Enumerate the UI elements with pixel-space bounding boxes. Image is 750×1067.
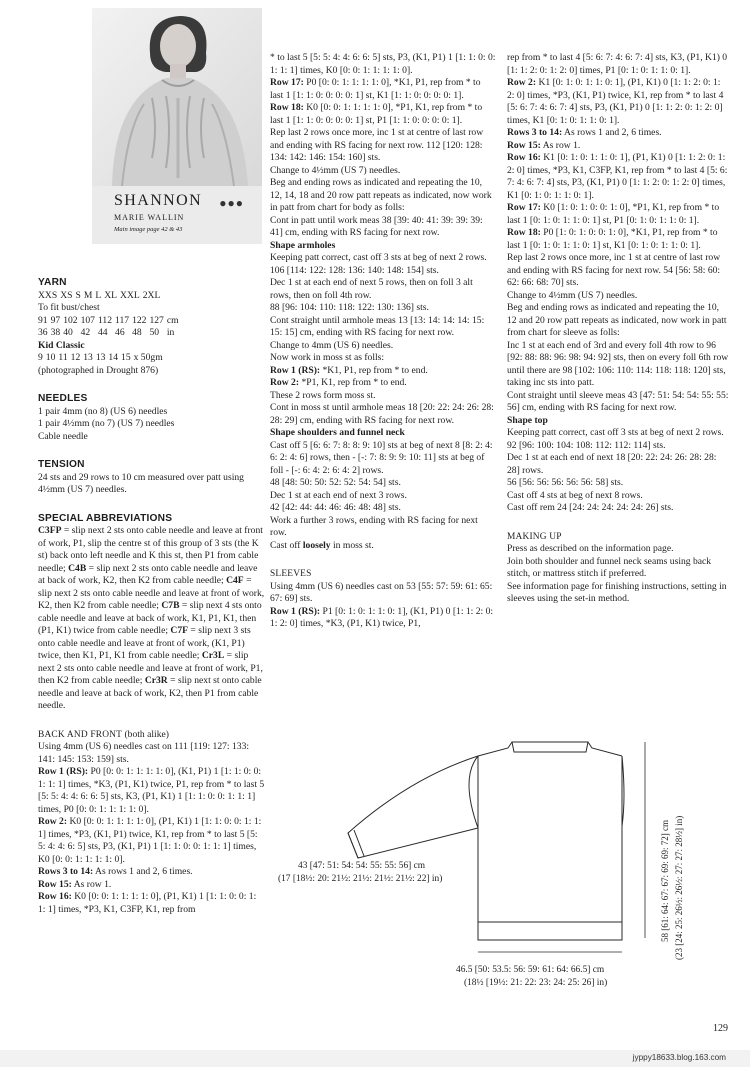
instruction-para: Keeping patt correct, cast off 3 sts at beg of next 2 rows. — [507, 427, 724, 438]
row-label: Row 17: — [507, 202, 541, 213]
instruction-para: Dec 1 st at each end of next 5 rows, then on foll 3 alt rows, then on foll 4th row. — [270, 277, 473, 301]
size-cell: XXS — [38, 289, 58, 301]
balls-cell: 14 — [108, 352, 119, 363]
sleeve-dim-in: (17 [18½: 20: 21½: 21½: 21½: 21½: 22] in) — [278, 874, 443, 884]
width-dim-cm: 46.5 [50: 53.5: 56: 59: 61: 64: 66.5] cm — [456, 965, 605, 975]
abbr-def: = slip next 2 sts onto cable needle and leave at front of work, P1, then K2 from cable needle; — [38, 650, 263, 686]
text-fragment: in moss st. — [330, 539, 374, 551]
yarn-balls-table — [38, 352, 166, 365]
row-text: As row 1. — [71, 878, 112, 890]
needles-line: 1 pair 4½mm (no 7) (US 7) needles — [38, 418, 175, 429]
row-text: K1 [0: 1: 0: 1: 1: 0: 1], (P1, K1) 0 [1: 1: 2: 0: 1: 2: 0] times, *P3, K1, C3FP, K1, rep from * to last 4 [5: 6: 7: 4: 6: 7: 4] sts, P3, (K1, P1) 0 [1: 1: 2: 0: 1: 2: 0] times, K1 [0: 1: 0: 1: 1: 0: 1]. — [507, 152, 728, 201]
row-text: P0 [0: 0: 1: 1: 1: 1: 0], (K1, P1) 1 [1: 1: 0: 0: 1: 1: 1] times, *K3, (P1, K1) twice, P1, rep from * to last 5 [5: 5: 4: 4: 6: 6: 5] sts, K3, (P1, K1) 1 [1: 1: 0: 0: 1: 1: 1] times, P0 [0: 0: 1: 1: 1: 1: 0]. — [38, 766, 265, 815]
abbr-def: = slip next 3 sts onto cable needle and leave at front of work, (K1, P1) twice, then K1, P1, K1 from cable needle; — [38, 625, 251, 661]
instruction-para: See information page for finishing instructions, setting in sleeves using the set-in method. — [507, 580, 727, 604]
shape-top-heading — [507, 415, 729, 428]
cm-cell: 91 — [38, 314, 48, 326]
instruction-para: Cast off rem 24 [24: 24: 24: 24: 24: 26] sts. — [507, 502, 674, 513]
both-alike-note: (both alike) — [124, 728, 169, 740]
to-fit-label: To fit bust/chest — [38, 302, 100, 313]
row-label: Row 18: — [507, 227, 541, 238]
row-text: *P1, K1, rep from * to end. — [299, 377, 407, 388]
instruction-para: Cont straight until armhole meas 13 [13: 14: 14: 14: 15: 15: 15] cm, ending with RS facing for next row. — [270, 314, 485, 338]
instruction-para: Keeping patt correct, cast off 3 sts at beg of next 2 rows. 106 [114: 122: 128: 136: 140: 148: 154] sts. — [270, 252, 487, 276]
cm-cell: 97 — [50, 314, 61, 326]
row-label: Row 16: — [38, 891, 72, 902]
instruction-para: 48 [48: 50: 50: 52: 52: 54: 54] sts. — [270, 477, 401, 488]
size-cell: XS — [60, 289, 73, 301]
cm-cell: 107 — [80, 314, 95, 326]
instruction-para: Beg and ending rows as indicated and repeating the 10, 12, 14, 18 and 20 row patt repeats as indicated, now work in patt from chart for body as folls: — [270, 177, 492, 213]
instruction-para: Press as described on the information page. — [507, 543, 674, 554]
sleeve-outline — [348, 756, 478, 858]
making-up-heading: MAKING UP — [507, 531, 562, 542]
needles-line: 1 pair 4mm (no 8) (US 6) needles — [38, 405, 168, 417]
row-label: Row 16: — [507, 152, 541, 163]
abbr-term: C7F — [170, 625, 188, 636]
instruction-para — [270, 540, 496, 553]
row-text: K0 [1: 0: 1: 0: 0: 1: 0], *P1, K1, rep from * to last 1 [0: 1: 0: 1: 1: 0: 1] st, P1 [0: 1: 0: 1: 1: 0: 1]. — [507, 202, 720, 226]
text-fragment: Cast off — [270, 539, 303, 551]
row-instruction — [270, 102, 496, 127]
abbreviations-text — [38, 525, 266, 713]
row-label: Row 1 (RS): — [270, 364, 321, 376]
abbr-term: Cr3L — [201, 650, 225, 661]
row-instruction — [38, 766, 266, 816]
row-instruction — [38, 879, 266, 892]
instruction-para: 56 [56: 56: 56: 56: 56: 58] sts. — [507, 477, 624, 488]
sleeves-heading: SLEEVES — [270, 569, 312, 579]
row-label: Rows 3 to 14: — [38, 866, 94, 877]
instruction-para: 42 [42: 44: 44: 46: 46: 48: 48] sts. — [270, 502, 401, 513]
section-title: Shape armholes — [270, 239, 336, 251]
abbreviations-heading: SPECIAL ABBREVIATIONS — [38, 512, 173, 524]
length-dim-in: (23 [24: 25: 26½: 26½: 27: 27: 28½] in) — [674, 815, 684, 960]
in-cell: 38 — [50, 327, 61, 338]
yarn-measure-table — [38, 315, 182, 340]
model-photo-image — [92, 8, 262, 186]
yarn-name — [38, 340, 266, 353]
abbr-def: = slip next st onto cable needle and leave at back of work, K2, then P1 from cable needle. — [38, 675, 262, 711]
instruction-para: Dec 1 st at each end of next 3 rows. — [270, 489, 407, 501]
row-instruction — [270, 77, 496, 102]
row-text: As rows 1 and 2, 6 times. — [562, 127, 662, 138]
cm-row — [38, 315, 182, 328]
cm-cell: 127 — [149, 314, 164, 326]
row-label: Row 18: — [270, 102, 304, 113]
abbr-term: Cr3R — [144, 675, 168, 686]
instruction-para: Change to 4½mm (US 7) needles. — [507, 289, 638, 301]
instruction-para: Rep last 2 rows once more, inc 1 st at centre of last row and ending with RS facing for next row. 54 [56: 58: 60: 62: 66: 68: 70] sts. — [507, 252, 721, 288]
size-cell: 2XL — [142, 289, 161, 301]
section-title: Shape shoulders and funnel neck — [270, 427, 405, 438]
instruction-para: Cont straight until sleeve meas 43 [47: 51: 54: 54: 55: 55: 56] cm, ending with RS facing for next row. — [507, 389, 729, 413]
pattern-title: SHANNON — [114, 192, 203, 209]
yarn-size-table — [38, 290, 166, 303]
instruction-para: Change to 4½mm (US 7) needles. — [270, 164, 401, 176]
sleeves-intro: Using 4mm (US 6) needles cast on 53 [55: 57: 59: 61: 65: 67: 69] sts. — [270, 580, 493, 604]
cm-cell: 102 — [63, 314, 78, 326]
column-1 — [38, 277, 266, 916]
length-dim-cm: 58 [61: 64: 67: 67: 69: 69: 72] cm — [660, 820, 670, 942]
instruction-para: Join both shoulder and funnel neck seams using back stitch, or mattress stitch if preferred. — [507, 555, 712, 579]
size-cell: M — [83, 289, 93, 301]
in-cell: 46 — [115, 327, 125, 338]
instruction-para: Cast off 4 sts at beg of next 8 rows. — [507, 489, 643, 501]
in-cell: 50 — [149, 327, 160, 338]
watermark-text: jyppy18633.blog.163.com — [632, 1053, 726, 1062]
size-cell: XL — [104, 289, 118, 301]
in-cell: 36 — [38, 327, 48, 338]
yarn-heading: YARN — [38, 277, 67, 288]
row-instruction — [38, 866, 266, 879]
width-dim-in: (18½ [19½: 21: 22: 23: 24: 25: 26] in) — [464, 978, 608, 988]
instruction-para: Cont in patt until work meas 38 [39: 40: 41: 39: 39: 39: 41] cm, ending with RS facing for next row. — [270, 214, 483, 238]
row-label: Rows 3 to 14: — [507, 127, 563, 138]
page-number: 129 — [713, 1023, 728, 1034]
cm-cell: 112 — [97, 314, 113, 326]
row-instruction — [270, 606, 496, 631]
instruction-para: These 2 rows form moss st. — [270, 389, 376, 401]
row-instruction — [38, 891, 266, 916]
back-front-title: BACK AND FRONT — [38, 729, 123, 740]
row-text: *K1, P1, rep from * to end. — [320, 364, 428, 376]
instruction-para: Beg and ending rows as indicated and repeating the 10, 12 and 20 row patt repeats as indicated, now work in patt from chart for sleeve as folls: — [507, 302, 727, 338]
row-label: Row 1 (RS): — [38, 766, 89, 777]
instruction-para: 88 [96: 104: 110: 118: 122: 130: 136] sts. — [270, 302, 429, 313]
cm-unit: cm — [166, 314, 179, 326]
in-unit: in — [166, 327, 175, 338]
section-title: Shape top — [507, 414, 548, 426]
row-continuation: rep from * to last 4 [5: 6: 7: 4: 6: 7: 4] sts, K3, (P1, K1) 0 [1: 1: 2: 0: 1: 2: 0] times, P1 [0: 1: 0: 1: 1: 0: 1]. — [507, 52, 728, 76]
column-3 — [507, 52, 729, 606]
back-front-intro: Using 4mm (US 6) needles cast on 111 [119: 127: 133: 141: 145: 153: 159] sts. — [38, 741, 250, 765]
in-cell: 42 — [80, 327, 91, 338]
inches-row — [38, 327, 182, 340]
in-cell: 44 — [97, 327, 108, 338]
row-instruction — [270, 365, 496, 378]
needles-line: Cable needle — [38, 430, 88, 442]
shape-armholes-heading — [270, 240, 496, 253]
back-front-heading — [38, 729, 266, 742]
pattern-title-card — [92, 186, 262, 244]
row-label: Row 17: — [270, 77, 304, 88]
row-instruction — [507, 140, 729, 153]
balls-cell: 9 — [38, 352, 43, 363]
size-cell: S — [75, 289, 81, 301]
row-label: Row 2: — [507, 77, 537, 88]
body-outline — [478, 756, 622, 940]
row-text: K1 [0: 1: 0: 1: 1: 0: 1], (P1, K1) 0 [1: 1: 2: 0: 1: 2: 0] times, *P3, (K1, P1) twice, K1, rep from * to last 4 [5: 6: 7: 4: 6: 7: 4] sts, P3, (K1, P1) 0 [1: 1: 2: 0: 1: 2: 0] times, K1 [0: 1: 0: 1: 1: 0: 1]. — [507, 77, 724, 126]
row-label: Row 15: — [38, 878, 72, 890]
row-instruction — [507, 227, 729, 252]
balls-cell: 11 — [58, 352, 68, 363]
row-instruction — [507, 77, 729, 127]
size-cell: XXL — [120, 289, 140, 301]
balls-row — [38, 352, 166, 365]
abbr-def: = slip next 2 sts onto cable needle and leave at back of work, K2, then K2 from cable needle; — [38, 562, 258, 586]
row-instruction — [507, 202, 729, 227]
tension-heading: TENSION — [38, 459, 85, 470]
yarn-name-label: Kid Classic — [38, 339, 85, 351]
row-label: Row 15: — [507, 139, 541, 151]
abbr-term: C3FP — [38, 525, 62, 536]
balls-cell: 13 — [83, 352, 93, 363]
tension-text: 24 sts and 29 rows to 10 cm measured over patt using 4½mm (US 7) needles. — [38, 471, 244, 495]
row-text: P0 [1: 0: 1: 0: 0: 1: 0], *K1, P1, rep from * to last 1 [0: 1: 0: 1: 1: 0: 1] st, K1 [0: 1: 0: 1: 1: 0: 1]. — [507, 227, 718, 251]
row-text: As rows 1 and 2, 6 times. — [93, 866, 193, 877]
instruction-para: 92 [96: 100: 104: 108: 112: 112: 114] sts. — [507, 439, 666, 451]
balls-cell: 12 — [70, 352, 81, 363]
instruction-para: Now work in moss st as folls: — [270, 352, 385, 363]
instruction-para: Rep last 2 rows once more, inc 1 st at centre of last row and ending with RS facing for next row. 112 [120: 128: 134: 142: 146: 154: 160] sts. — [270, 127, 484, 163]
row-continuation: * to last 5 [5: 5: 4: 4: 6: 6: 5] sts, P3, (K1, P1) 1 [1: 1: 0: 0: 1: 1: 1] times, K0 [0: 0: 1: 1: 1: 1: 0]. — [270, 52, 496, 76]
instruction-para: Dec 1 st at each end of next 18 [20: 22: 24: 26: 28: 28: 28] rows. — [507, 452, 717, 476]
photographed-note: (photographed in Drought 876) — [38, 364, 159, 376]
model-photo — [92, 8, 262, 186]
cm-cell: 122 — [132, 314, 147, 326]
abbr-term: C4F — [226, 575, 244, 586]
shape-shoulders-heading — [270, 427, 496, 440]
neck-detail — [512, 742, 588, 752]
abbr-term: C7B — [161, 600, 180, 611]
row-text: K0 [0: 0: 1: 1: 1: 1: 0], (P1, K1) 1 [1: 1: 0: 0: 1: 1: 1] times, *P3, K1, C3FP, K1, rep from — [38, 891, 257, 915]
instruction-para: Cast off 5 [6: 6: 7: 8: 8: 9: 10] sts at beg of next 8 [8: 2: 4: 6: 2: 4: 6] rows, then - [-: 7: 8: 9: 9: 10: 11] sts at beg of foll - [-: 6: 4: 2: 6: 4: 2] rows. — [270, 439, 493, 476]
row-label: Row 1 (RS): — [270, 605, 321, 617]
watermark-bar — [0, 1050, 750, 1067]
instruction-para: Cont in moss st until armhole meas 18 [20: 22: 24: 26: 28: 28: 29] cm, ending with RS facing for next row. — [270, 402, 494, 426]
in-cell: 48 — [132, 327, 142, 338]
row-instruction — [270, 377, 496, 390]
row-instruction — [507, 127, 729, 140]
instruction-para: Inc 1 st at each end of 3rd and every foll 4th row to 96 [92: 88: 88: 96: 98: 94: 92] sts, then on every foll 6th row until there are 98 [102: 106: 110: 114: 118: 118: 120] sts, taking inc sts into patt. — [507, 339, 729, 388]
balls-unit: x 50gm — [133, 352, 163, 363]
needles-heading: NEEDLES — [38, 393, 88, 404]
text-emphasis: loosely — [302, 539, 331, 551]
sizes-row — [38, 290, 166, 303]
balls-cell: 10 — [45, 352, 56, 363]
abbr-term: C4B — [68, 562, 87, 574]
row-text: P1 [0: 1: 0: 1: 1: 0: 1], (K1, P1) 0 [1: 1: 2: 0: 1: 2: 0] times, *K3, (P1, K1) twice, P1, — [270, 605, 494, 629]
neck-outline — [478, 742, 622, 756]
abbr-def: = slip next 4 sts onto cable needle and leave at back of work, K1, P1, K1, then (P1, K1) twice from cable needle; — [38, 600, 262, 636]
row-text: As row 1. — [540, 139, 581, 151]
size-cell: L — [95, 289, 102, 301]
difficulty-dots-icon: ●●● — [219, 196, 244, 210]
instruction-para: Change to 4mm (US 6) needles. — [270, 339, 394, 351]
row-text: K0 [0: 0: 1: 1: 1: 1: 0], (P1, K1) 1 [1: 1: 0: 0: 1: 1: 1] times, *P3, (K1, P1) twice, K1, rep from * to last 5 [5: 5: 4: 4: 6: 5] sts, P3, (K1, P1) 1 [1: 1: 0: 0: 1: 1: 1] times, K0 [0: 0: 1: 1: 1: 1: 0]. — [38, 816, 262, 865]
row-label: Row 2: — [270, 377, 300, 388]
abbr-def: = slip next 2 sts onto cable needle and leave at front of work, P1, slip the centre st of this group of 3 sts (the K st) back onto left needle and K this st, then P1 from cable needle; — [38, 525, 263, 574]
balls-cell: 13 — [95, 352, 106, 363]
row-text: K0 [0: 0: 1: 1: 1: 1: 0], *P1, K1, rep from * to last 1 [1: 1: 0: 0: 0: 0: 1] st, P1 [1: 1: 0: 0: 0: 0: 1]. — [270, 102, 483, 126]
designer-name: MARIE WALLIN — [114, 213, 185, 222]
in-cell: 40 — [63, 327, 73, 338]
column-2 — [270, 52, 496, 631]
row-text: P0 [0: 0: 1: 1: 1: 1: 0], *K1, P1, rep from * to last 1 [1: 1: 0: 0: 0: 0: 1] st, K1 [1: 1: 0: 0: 0: 0: 1]. — [270, 77, 481, 101]
balls-cell: 15 — [121, 352, 131, 363]
row-instruction — [507, 152, 729, 202]
sleeve-dim-cm: 43 [47: 51: 54: 54: 55: 55: 56] cm — [298, 861, 426, 871]
row-instruction — [38, 816, 266, 866]
cm-cell: 117 — [115, 314, 130, 326]
row-label: Row 2: — [38, 816, 68, 827]
main-image-ref: Main image page 42 & 43 — [114, 226, 183, 233]
abbr-def: = slip next 2 sts onto cable needle and leave at front of work, K2, then K2 from cable needle; — [38, 575, 265, 611]
instruction-para: Work a further 3 rows, ending with RS facing for next row. — [270, 514, 478, 538]
